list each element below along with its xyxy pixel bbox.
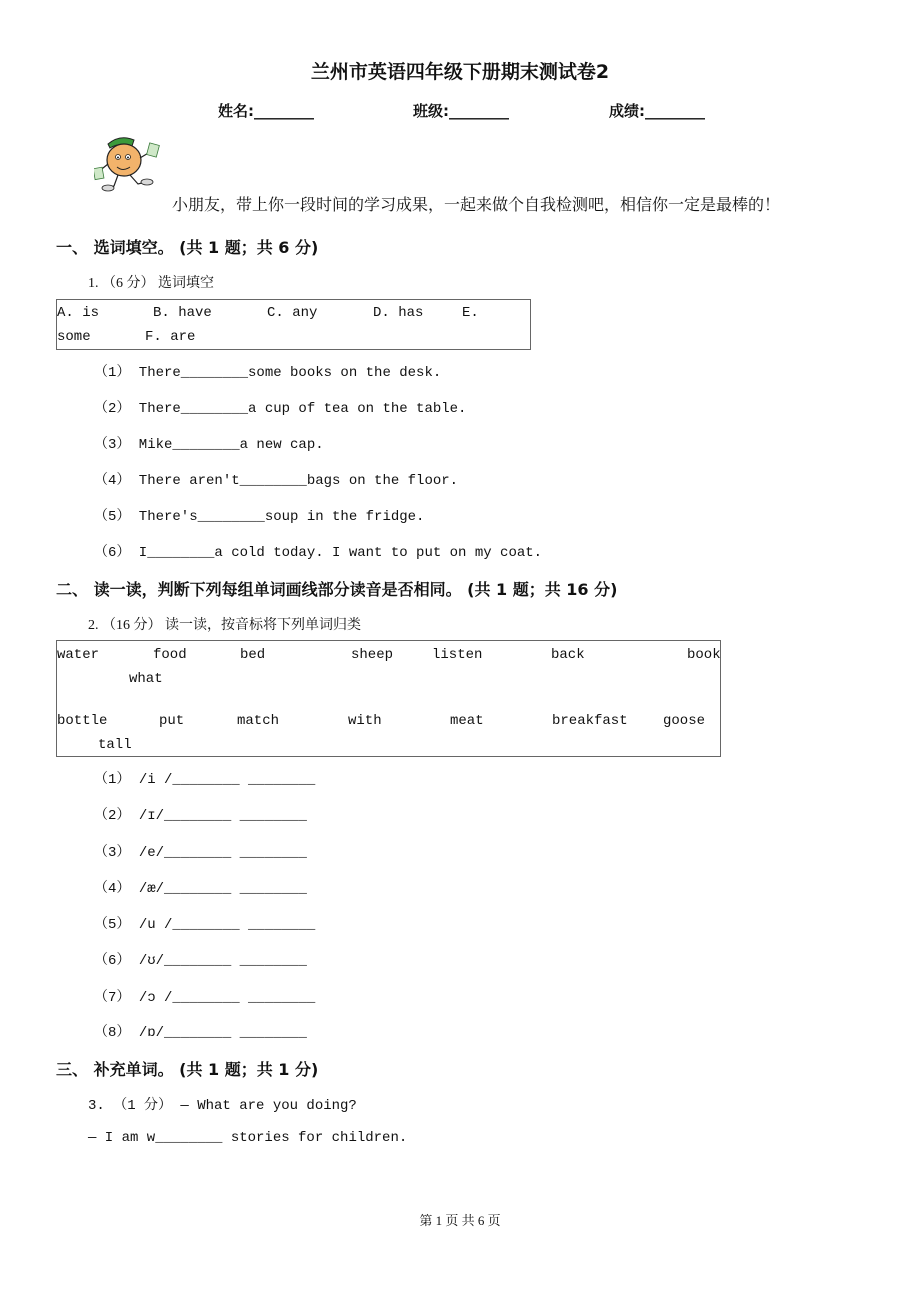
word-item: bottle (57, 713, 108, 729)
phonetic-item: （6） /ʊ/________ ________ (94, 953, 307, 969)
word-option: B. have (153, 305, 212, 321)
page-footer: 第 1 页 共 6 页 (419, 1213, 501, 1228)
fill-blank-item: （4） There aren't________bags on the floor. (94, 473, 459, 489)
word-item: goose (663, 713, 706, 729)
question-3-prompt: 3. （1 分） — What are you doing? (88, 1098, 357, 1114)
phonetic-item: （2） /ɪ/________ ________ (94, 808, 307, 824)
word-item: food (153, 647, 187, 663)
fill-blank-item: （2） There________a cup of tea on the table. (94, 401, 467, 417)
word-item: bed (240, 647, 266, 663)
fill-blank-item: （1） There________some books on the desk. (94, 365, 442, 381)
word-item: book (687, 647, 721, 663)
cartoon-boy-icon (94, 132, 168, 194)
word-item: meat (450, 713, 484, 729)
fill-blank-item: （3） Mike________a new cap. (94, 437, 324, 453)
word-item: put (159, 713, 185, 729)
question-2-prompt: 2. （16 分） 读一读，按音标将下列单词归类 (88, 618, 361, 633)
word-item: listen (432, 647, 483, 663)
question-1-prompt: 1. （6 分） 选词填空 (88, 276, 214, 291)
word-item: match (237, 713, 280, 729)
word-item: tall (98, 737, 132, 753)
phonetic-item: （3） /e/________ ________ (94, 845, 307, 861)
name-field: 姓名:________ (218, 102, 314, 120)
section-1-heading: 一、 选词填空。 (共 1 题；共 6 分) (56, 238, 319, 257)
greeting-text: 小朋友，带上你一段时间的学习成果，一起来做个自我检测吧，相信你一定是最棒的！ (172, 195, 781, 214)
word-item: with (348, 713, 382, 729)
word-option: F. are (145, 329, 196, 345)
phonetic-item: （1） /i /________ ________ (94, 772, 316, 788)
word-option: A. is (57, 305, 100, 321)
phonetic-item: （7） /ɔ /________ ________ (94, 990, 316, 1006)
word-option: C. any (267, 305, 318, 321)
word-item: what (129, 671, 163, 687)
word-bank-box-1 (56, 299, 531, 350)
word-option: some (57, 329, 91, 345)
fill-blank-item: （5） There's________soup in the fridge. (94, 509, 425, 525)
word-option: E. (462, 305, 479, 321)
section-3-heading: 三、 补充单词。 (共 1 题；共 1 分) (56, 1060, 319, 1079)
phonetic-item: （5） /u /________ ________ (94, 917, 316, 933)
word-option: D. has (373, 305, 424, 321)
word-bank-box-2 (56, 640, 721, 757)
word-item: breakfast (552, 713, 628, 729)
phonetic-item: （4） /æ/________ ________ (94, 881, 307, 897)
score-field: 成绩:________ (609, 102, 705, 120)
phonetic-item: （8） /ɒ/________ ________ (94, 1025, 307, 1041)
section-2-heading: 二、 读一读，判断下列每组单词画线部分读音是否相同。 (共 1 题；共 16 分) (56, 580, 618, 599)
class-field: 班级:________ (413, 102, 509, 120)
page-title: 兰州市英语四年级下册期末测试卷2 (310, 61, 610, 83)
word-item: back (551, 647, 585, 663)
question-3-answer-line: — I am w________ stories for children. (88, 1130, 408, 1146)
word-item: sheep (351, 647, 394, 663)
fill-blank-item: （6） I________a cold today. I want to put on my coat. (94, 545, 543, 561)
word-item: water (57, 647, 100, 663)
